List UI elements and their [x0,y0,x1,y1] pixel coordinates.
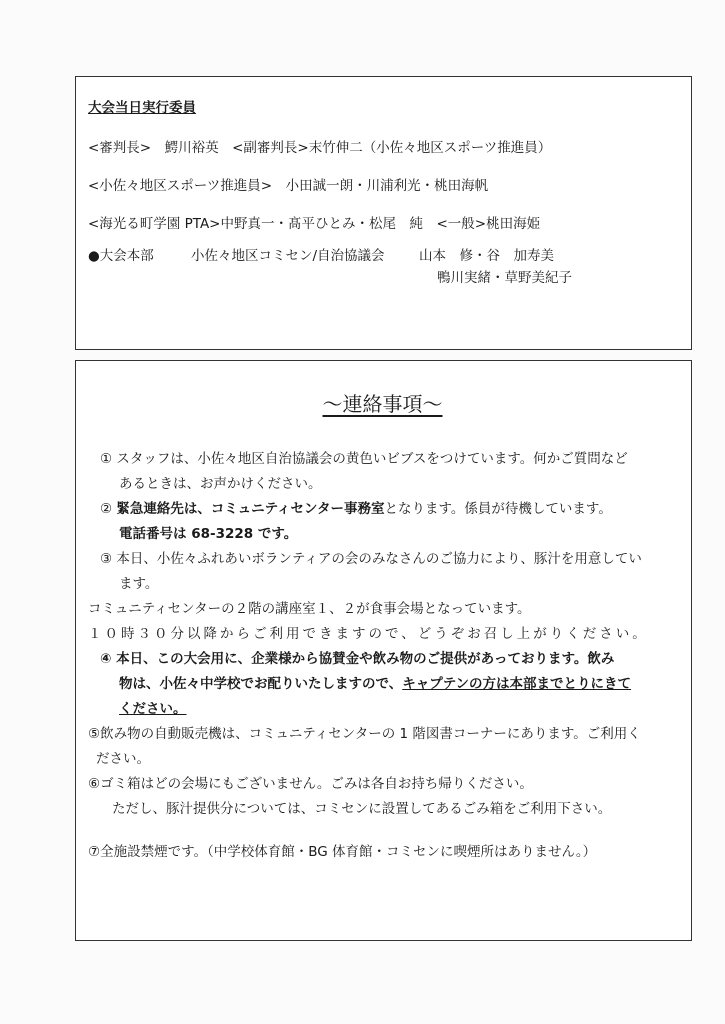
notice-item-4-text: 物は、小佐々中学校でお配りいたしますので、 [119,676,403,692]
notice-item-4: ④ 本日、この大会用に、企業様から協賛金や飲み物のご提供があっております。飲み [100,651,615,667]
notice-item-4-cont [88,672,677,697]
notice-item-1: ① スタッフは、小佐々地区自治協議会の黄色いビブスをつけています。何かご質問など [100,451,628,467]
notice-item-3: ③ 本日、小佐々ふれあいボランティアの会のみなさんのご協力により、豚汁を用意してい [100,551,642,567]
headquarters-row [88,247,677,265]
committee-heading: 大会当日実行委員 [88,100,196,116]
notice-item-3-cont: ます。 [119,576,159,592]
hq-label: ●大会本部 [88,248,154,264]
emergency-contact: 緊急連絡先は、コミュニティセンター事務室 [116,501,385,517]
notice-item-3-time: １０時３０分以降からご利用できますので、どうぞお召し上がりください。 [88,626,649,642]
committee-line-pta: <海光る町学園 PTA>中野真一・髙平ひとみ・松尾 純 <一般>桃田海姫 [88,216,541,232]
committee-line-judges: <審判長> 鰐川裕英 <副審判長>末竹伸二（小佐々地区スポーツ推進員） [88,140,552,156]
notice-item-3-venue: コミュニティセンターの２階の講座室１、２が食事会場となっています。 [88,601,531,617]
notice-item-5-cont: ださい。 [96,751,150,767]
captain-pickup: キャプテンの方は本部までとりにきて [402,676,632,692]
committee-line-sports: <小佐々地区スポーツ推進員> 小田誠一朗・川浦利光・桃田海帆 [88,178,489,194]
notice-item-5: ⑤飲み物の自動販売機は、コミュニティセンターの 1 階図書コーナーにあります。ご利用く [88,726,641,742]
notices-title [88,391,677,417]
notice-item-2 [88,497,677,522]
hq-names-2: 鴨川実緒・草野美紀子 [437,270,572,286]
hq-org: 小佐々地区コミセン/自治協議会 [191,248,385,264]
notice-item-6: ⑥ゴミ箱はどの会場にもございません。ごみは各自お持ち帰りください。 [88,776,533,792]
notices-box [75,360,692,941]
notices-title-text: ～連絡事項～ [322,392,443,416]
notice-item-2-num: ② [100,501,117,517]
committee-box [75,76,692,350]
notice-item-6-cont: ただし、豚汁提供分については、コミセンに設置してあるごみ箱をご利用下さい。 [112,801,612,817]
notice-item-2-rest: となります。係員が待機しています。 [384,501,612,517]
spacer [88,822,677,840]
emergency-phone: 電話番号は 68-3228 です。 [119,526,298,542]
hq-names-1: 山本 修・谷 加寿美 [419,248,554,264]
notice-item-7: ⑦全施設禁煙です。（中学校体育館・BG 体育館・コミセンに喫煙所はありません。） [88,844,597,860]
notice-item-4-end: ください。 [119,701,187,717]
notice-item-1-cont: あるときは、お声かけください。 [119,476,322,492]
